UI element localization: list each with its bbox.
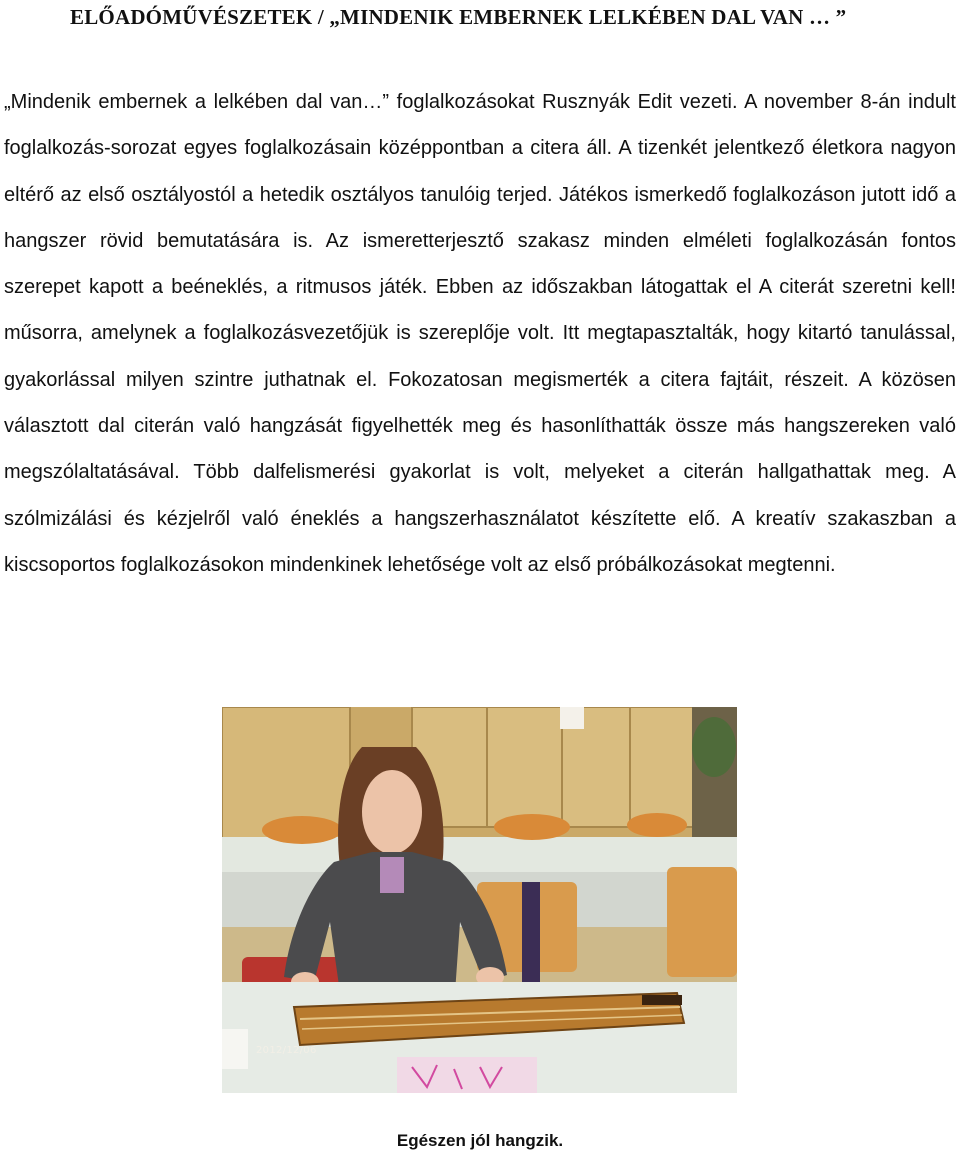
girl-face	[362, 770, 422, 854]
photo-date-stamp: 2012/12/06	[256, 1045, 317, 1056]
photo-illustration	[222, 707, 737, 1093]
page-title: ELŐADÓMŰVÉSZETEK / „MINDENIK EMBERNEK LELKÉBEN DAL VAN … ”	[70, 5, 847, 29]
body-paragraph: „Mindenik embernek a lelkében dal van…” foglalkozásokat Rusznyák Edit vezeti. A november 8-án indult foglalkozás-sorozat egyes foglalkozásain középpontban a citera áll. A tizenkét jelentkező életkora nagyon eltérő az első osztályostól a hetedik osztályos tanulóig terjed. Játékos ismerkedő foglalkozáson jutott idő a hangszer rövid bemutatására is. Az ismeretterjesztő szakasz minden elméleti foglalkozásán fontos szerepet kapott a beéneklés, a ritmusos játék. Ebben az időszakban látogattak el A citerát szeretni kell! műsorra, amelynek a foglalkozásvezetőjük is szereplője volt. Itt megtapasztalták, hogy kitartó tanulással, gyakorlással milyen szintre juthatnak el. Fokozatosan megismerték a citera fajtáit, részeit. A közösen választott dal citerán való hangzását figyelhették meg és hasonlíthatták össze más hangszereken való megszólaltatásával. Több dalfelismerési gyakorlat is volt, melyeket a citerán hallgathattak meg. A szólmizálási és kézjelről való éneklés a hangszerhasználatot készítette elő. A kreatív szakaszban a kiscsoportos foglalkozásokon mindenkinek lehetősége volt az első próbálkozásokat megtenni.	[4, 91, 956, 576]
girl-shirt	[380, 857, 404, 893]
chair-back-2	[494, 814, 570, 840]
wall-paper-note	[560, 707, 584, 729]
chair-back-1	[262, 816, 342, 844]
photo-girl-playing-citera	[222, 707, 737, 1093]
photo-caption: Egészen jól hangzik.	[396, 1131, 564, 1150]
